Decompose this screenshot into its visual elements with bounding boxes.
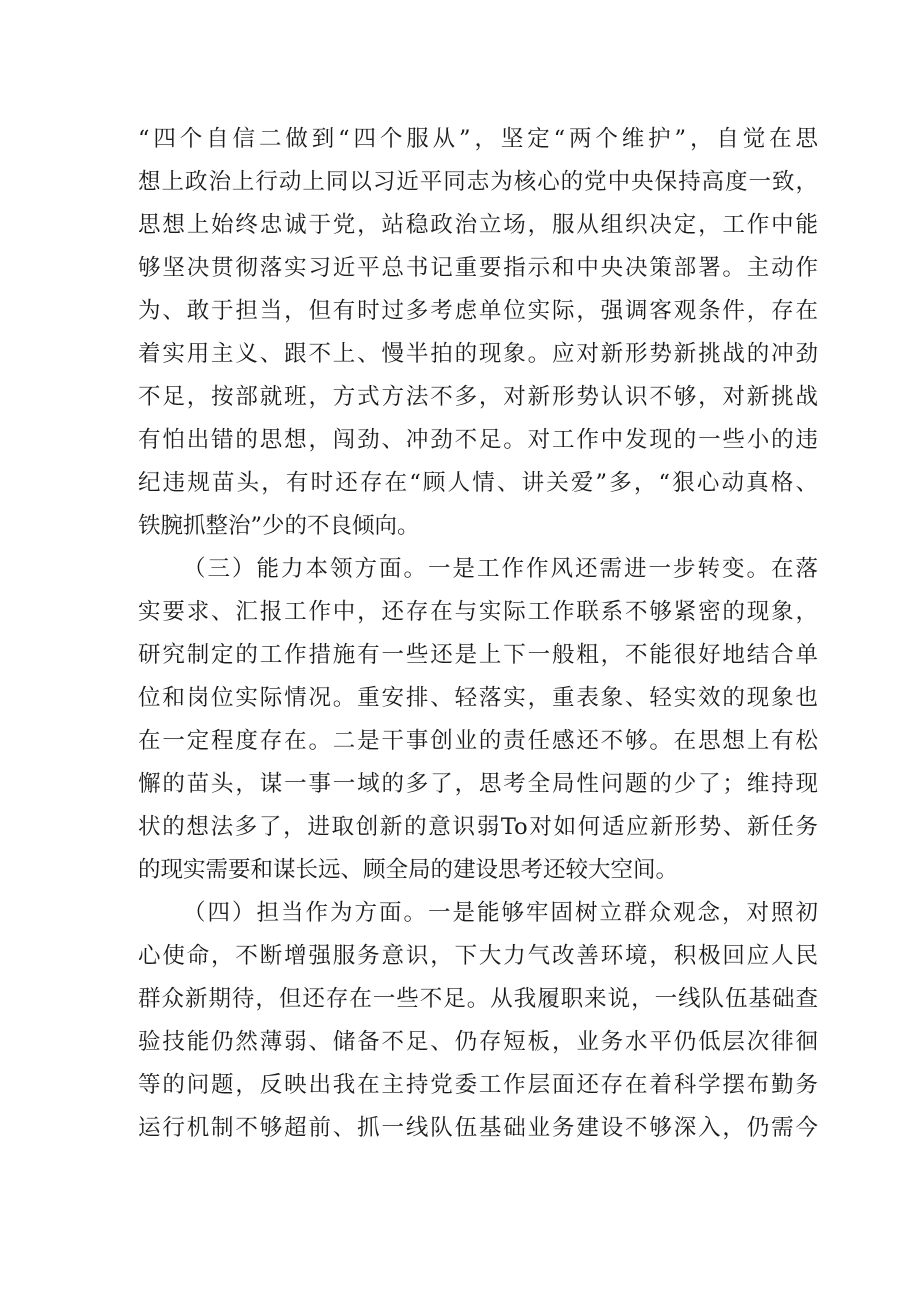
- text-line: 想上政治上行动上同以习近平同志为核心的党中央保持高度一致，: [138, 169, 818, 195]
- section-heading-line: （三）能力本领方面。一是工作作风还需进一步转变。在落: [183, 556, 818, 582]
- text-line: 心使命，不断增强服务意识，下大力气改善环境，积极回应人民: [138, 943, 818, 969]
- text-line: 等的问题，反映出我在主持党委工作层面还存在着科学摆布勤务: [138, 1072, 818, 1098]
- text-line: 位和岗位实际情况。重安排、轻落实，重表象、轻实效的现象也: [138, 685, 818, 711]
- text-line: 群众新期待，但还存在一些不足。从我履职来说，一线队伍基础查: [138, 986, 818, 1012]
- section-heading-line: （四）担当作为方面。一是能够牢固树立群众观念，对照初: [183, 900, 818, 926]
- text-line: 懈的苗头，谋一事一域的多了，思考全局性问题的少了；维持现: [138, 771, 818, 797]
- text-line: 在一定程度存在。二是干事创业的责任感还不够。在思想上有松: [138, 728, 818, 754]
- text-line: 验技能仍然薄弱、储备不足、仍存短板，业务水平仍低层次徘徊: [138, 1029, 818, 1055]
- text-line: 铁腕抓整治”少的不良倾向。: [138, 513, 420, 539]
- text-line: 够坚决贯彻落实习近平总书记重要指示和中央决策部署。主动作: [138, 255, 818, 281]
- text-line: 思想上始终忠诚于党，站稳政治立场，服从组织决定，工作中能: [138, 212, 818, 238]
- text-line: 实要求、汇报工作中，还存在与实际工作联系不够紧密的现象，: [138, 599, 818, 625]
- text-line: “四个自信二做到“四个服从”，坚定“两个维护”，自觉在思: [138, 126, 818, 152]
- text-line: 纪违规苗头，有时还存在“顾人情、讲关爱”多，“狠心动真格、: [138, 470, 818, 496]
- text-line: 研究制定的工作措施有一些还是上下一般粗，不能很好地结合单: [138, 642, 818, 668]
- text-line: 为、敢于担当，但有时过多考虑单位实际，强调客观条件，存在: [138, 298, 818, 324]
- text-line: 着实用主义、跟不上、慢半拍的现象。应对新形势新挑战的冲劲: [138, 341, 818, 367]
- text-line: 运行机制不够超前、抓一线队伍基础业务建设不够深入，仍需今: [138, 1115, 818, 1141]
- text-line: 不足，按部就班，方式方法不多，对新形势认识不够，对新挑战: [138, 384, 818, 410]
- text-line: 状的想法多了，进取创新的意识弱To对如何适应新形势、新任务: [138, 814, 818, 840]
- text-line: 的现实需要和谋长远、顾全局的建设思考还较大空间。: [138, 857, 679, 883]
- document-body: [138, 118, 818, 1150]
- text-line: 有怕出错的思想，闯劲、冲劲不足。对工作中发现的一些小的违: [138, 427, 818, 453]
